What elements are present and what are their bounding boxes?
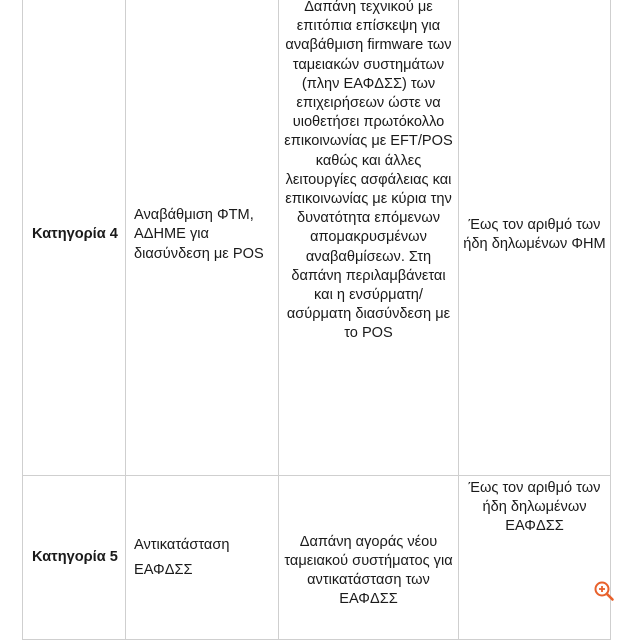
category-cell: Κατηγορία 4 <box>23 0 126 476</box>
description-cell: Δαπάνη τεχνικού με επιτόπια επίσκεψη για αναβάθμιση firmware των ταμειακών συστημάτων (πλην ΕΑΦΔΣΣ) των επιχειρήσεων ώστε να υιοθετήσει πρωτόκολλο επικοινωνίας με EFT/POS καθώς και άλλες λειτουργίες ασφάλειας και επικοινωνίας με κύρια την δυνατότητα επόμενων απομακρυσμένων αναβαθμίσεων. Στη δαπάνη περιλαμβάνεται και η ενσύρματη/ασύρματη διασύνδεση με το POS <box>279 0 459 476</box>
limit-cell: Έως τον αριθμό των ήδη δηλωμένων ΕΑΦΔΣΣ <box>459 476 611 640</box>
table-row <box>23 476 611 640</box>
description-cell: Δαπάνη αγοράς νέου ταμειακού συστήματος για αντικατάσταση των ΕΑΦΔΣΣ <box>279 476 459 640</box>
expense-table-container <box>22 0 610 640</box>
zoom-in-icon[interactable] <box>593 580 615 602</box>
table-row <box>23 0 611 476</box>
action-cell: Αναβάθμιση ΦΤΜ, ΑΔΗΜΕ για διασύνδεση με POS <box>126 0 279 476</box>
expense-categories-table <box>22 0 611 640</box>
category-cell: Κατηγορία 5 <box>23 476 126 640</box>
action-cell: Αντικατάσταση ΕΑΦΔΣΣ <box>126 476 279 640</box>
limit-cell: Έως τον αριθμό των ήδη δηλωμένων ΦΗΜ <box>459 0 611 476</box>
